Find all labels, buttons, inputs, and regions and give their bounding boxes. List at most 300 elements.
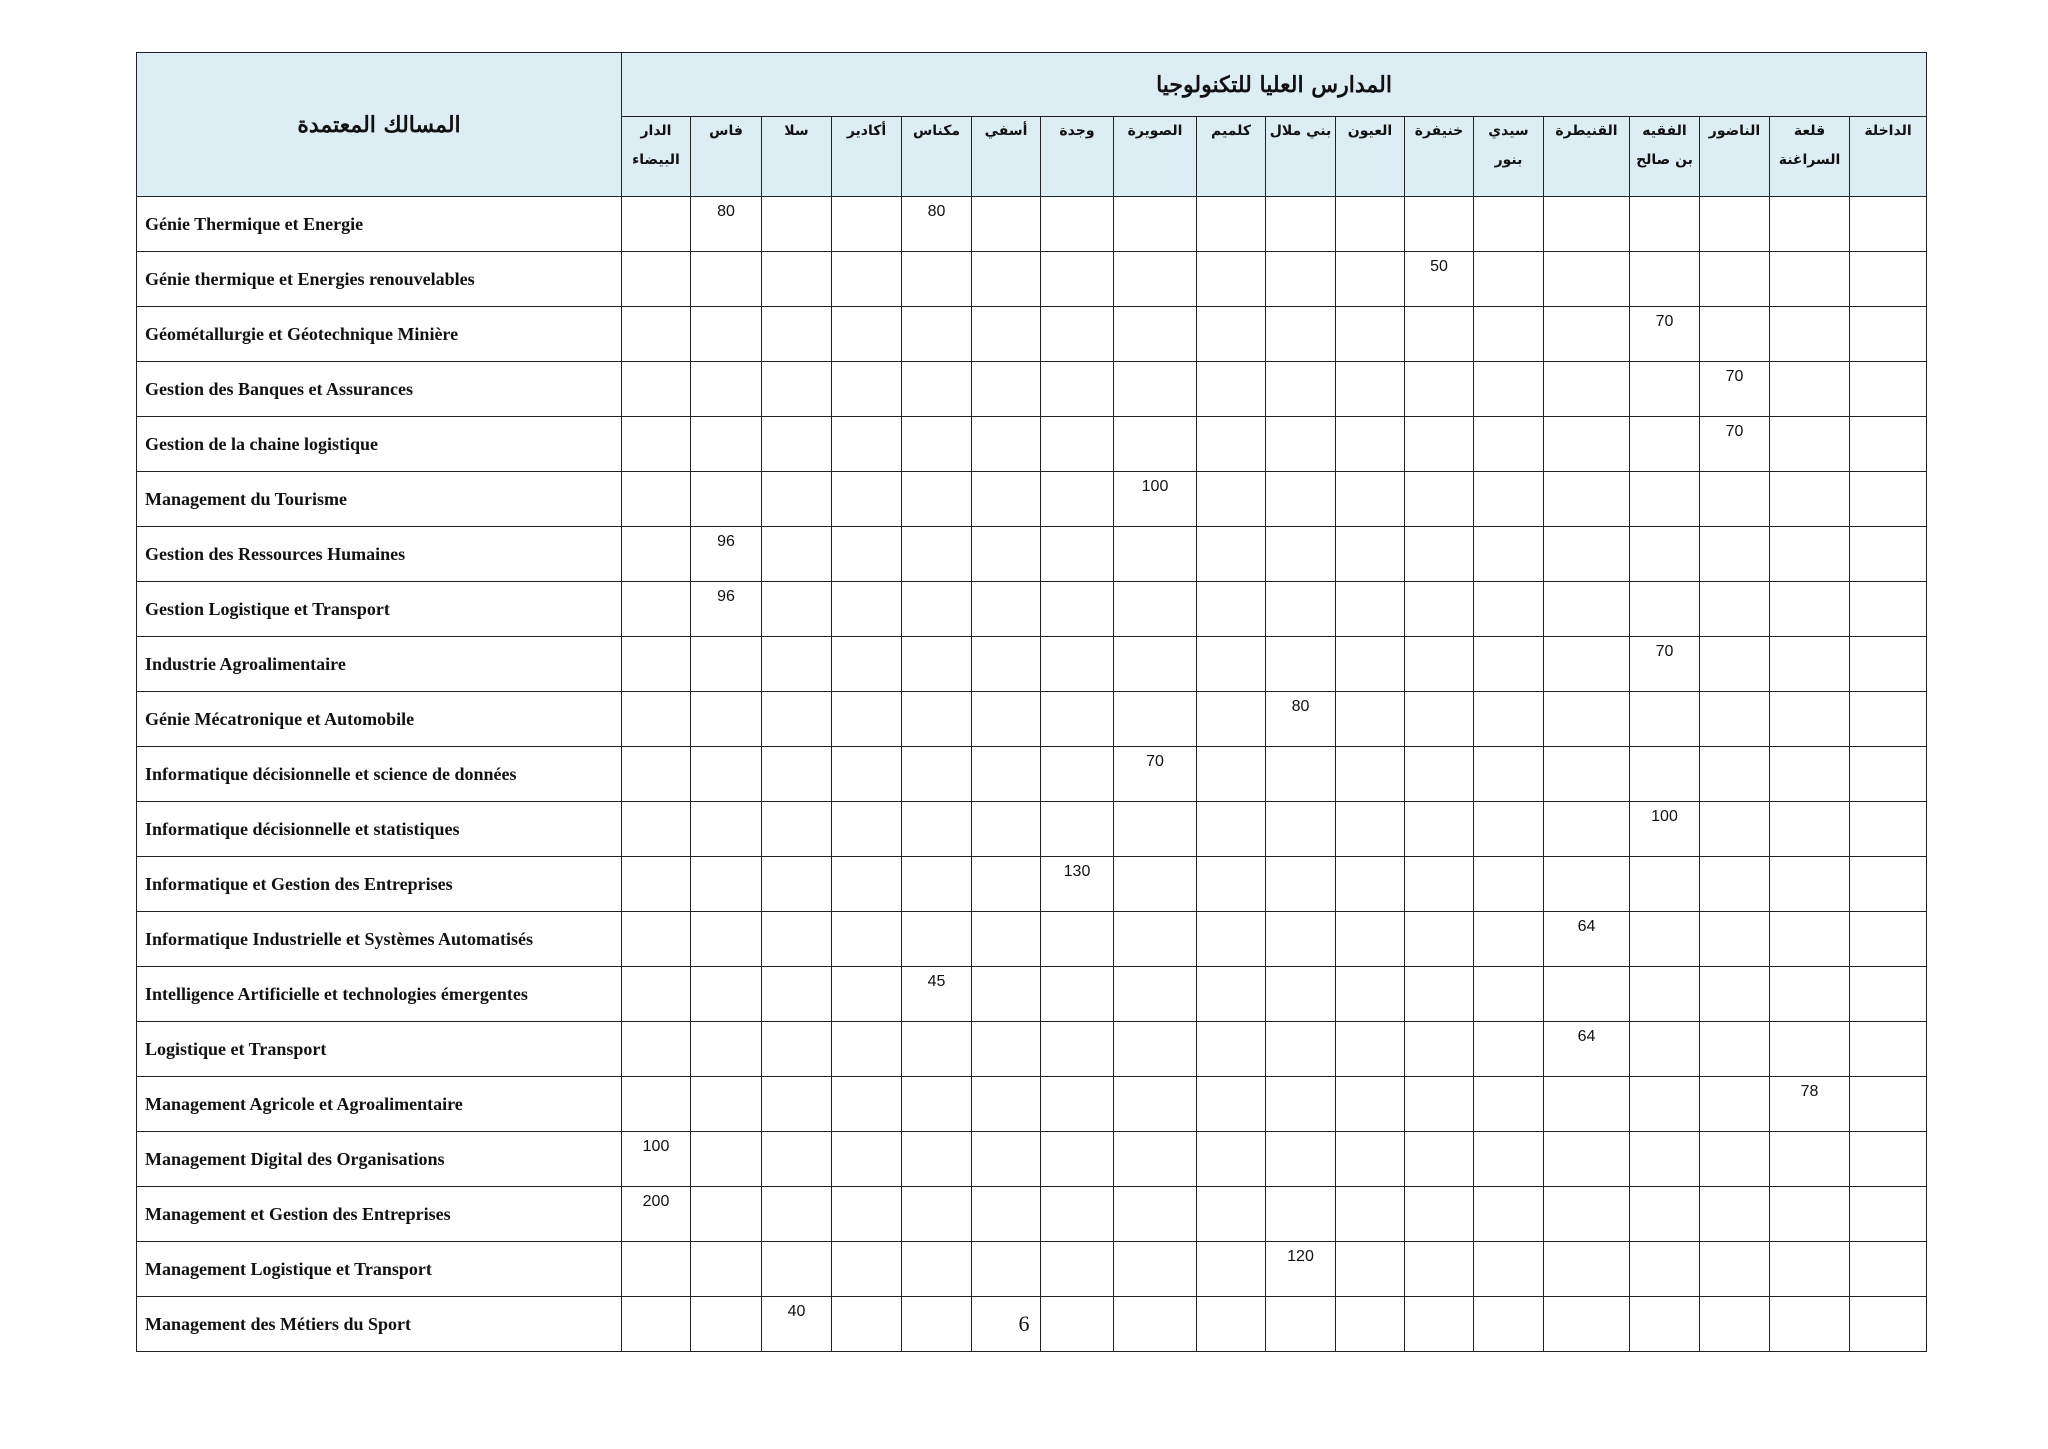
city-header — [972, 117, 1041, 197]
seat-count-cell — [832, 912, 902, 967]
seat-count-cell — [622, 802, 691, 857]
seat-count-cell — [1630, 527, 1700, 582]
city-header-line: سيدي — [1488, 123, 1529, 139]
track-name-cell: Management Agricole et Agroalimentaire — [137, 1077, 622, 1132]
seat-count-cell — [1850, 967, 1927, 1022]
city-header — [1630, 117, 1700, 197]
seat-count-cell — [1266, 362, 1336, 417]
quota-table — [136, 52, 1927, 1352]
seat-count-cell — [762, 802, 832, 857]
seat-count-cell — [902, 252, 972, 307]
seat-count-cell — [902, 307, 972, 362]
seat-count-cell — [1544, 307, 1630, 362]
track-name-cell: Management du Tourisme — [137, 472, 622, 527]
seat-count-cell — [1197, 307, 1266, 362]
seat-count-cell: 120 — [1266, 1242, 1336, 1297]
seat-count-cell — [1700, 472, 1770, 527]
track-name-cell: Management Logistique et Transport — [137, 1242, 622, 1297]
seat-count-cell — [1336, 417, 1405, 472]
city-header — [902, 117, 972, 197]
seat-count-cell — [762, 1242, 832, 1297]
seat-count-cell — [691, 417, 762, 472]
seat-count-cell: 70 — [1630, 307, 1700, 362]
seat-count-cell: 200 — [622, 1187, 691, 1242]
city-header — [1336, 117, 1405, 197]
city-header-line: قلعة — [1793, 123, 1826, 139]
seat-count-cell — [1197, 197, 1266, 252]
seat-count-cell — [1544, 417, 1630, 472]
seat-count-cell — [622, 692, 691, 747]
seat-count-cell — [1041, 527, 1114, 582]
seat-count-cell — [972, 1132, 1041, 1187]
seat-count-cell: 80 — [902, 197, 972, 252]
seat-count-cell — [902, 637, 972, 692]
seat-count-cell — [1850, 197, 1927, 252]
seat-count-cell — [1850, 692, 1927, 747]
seat-count-cell — [622, 582, 691, 637]
seat-count-cell — [1336, 1077, 1405, 1132]
seat-count-cell — [1770, 802, 1850, 857]
seat-count-cell — [902, 857, 972, 912]
seat-count-cell — [1405, 912, 1474, 967]
seat-count-cell — [1266, 252, 1336, 307]
city-header — [832, 117, 902, 197]
table-row — [137, 1022, 1927, 1077]
seat-count-cell — [902, 417, 972, 472]
seat-count-cell — [1850, 857, 1927, 912]
seat-count-cell — [972, 307, 1041, 362]
track-name-cell: Logistique et Transport — [137, 1022, 622, 1077]
seat-count-cell — [1474, 1132, 1544, 1187]
seat-count-cell — [1850, 912, 1927, 967]
seat-count-cell — [1630, 1132, 1700, 1187]
seat-count-cell — [762, 747, 832, 802]
seat-count-cell — [762, 1132, 832, 1187]
seat-count-cell — [1041, 417, 1114, 472]
seat-count-cell — [1114, 1187, 1197, 1242]
seat-count-cell — [832, 967, 902, 1022]
seat-count-cell — [1544, 1187, 1630, 1242]
table-row — [137, 527, 1927, 582]
city-header — [1770, 117, 1850, 197]
seat-count-cell: 64 — [1544, 912, 1630, 967]
seat-count-cell — [1266, 967, 1336, 1022]
seat-count-cell — [622, 967, 691, 1022]
seat-count-cell — [691, 692, 762, 747]
seat-count-cell: 78 — [1770, 1077, 1850, 1132]
seat-count-cell — [1405, 527, 1474, 582]
seat-count-cell — [622, 1242, 691, 1297]
seat-count-cell — [1405, 802, 1474, 857]
seat-count-cell — [622, 197, 691, 252]
seat-count-cell — [1336, 1022, 1405, 1077]
seat-count-cell — [1770, 747, 1850, 802]
seat-count-cell — [1336, 967, 1405, 1022]
seat-count-cell — [972, 692, 1041, 747]
seat-count-cell — [1474, 747, 1544, 802]
track-name-cell: Gestion des Banques et Assurances — [137, 362, 622, 417]
seat-count-cell — [902, 472, 972, 527]
seat-count-cell — [832, 1077, 902, 1132]
seat-count-cell — [1405, 1077, 1474, 1132]
city-header — [622, 117, 691, 197]
seat-count-cell — [762, 527, 832, 582]
seat-count-cell — [622, 307, 691, 362]
seat-count-cell: 100 — [1630, 802, 1700, 857]
seat-count-cell — [762, 692, 832, 747]
city-header — [1474, 117, 1544, 197]
seat-count-cell: 96 — [691, 527, 762, 582]
seat-count-cell — [1850, 362, 1927, 417]
table-row — [137, 362, 1927, 417]
seat-count-cell — [1630, 362, 1700, 417]
seat-count-cell — [1114, 527, 1197, 582]
seat-count-cell — [902, 1022, 972, 1077]
seat-count-cell — [1197, 1022, 1266, 1077]
seat-count-cell — [762, 857, 832, 912]
seat-count-cell — [1266, 637, 1336, 692]
seat-count-cell — [1700, 692, 1770, 747]
seat-count-cell — [902, 582, 972, 637]
seat-count-cell — [1266, 857, 1336, 912]
table-row — [137, 472, 1927, 527]
seat-count-cell — [1336, 1242, 1405, 1297]
seat-count-cell — [1197, 1242, 1266, 1297]
seat-count-cell — [762, 582, 832, 637]
city-header-line: بني ملال — [1269, 123, 1332, 139]
seat-count-cell — [1630, 417, 1700, 472]
seat-count-cell — [762, 1022, 832, 1077]
seat-count-cell — [1770, 967, 1850, 1022]
seat-count-cell — [1630, 1242, 1700, 1297]
seat-count-cell — [622, 1077, 691, 1132]
seat-count-cell — [1770, 637, 1850, 692]
seat-count-cell — [1266, 1187, 1336, 1242]
seat-count-cell — [1266, 582, 1336, 637]
seat-count-cell — [1041, 637, 1114, 692]
seat-count-cell — [1336, 857, 1405, 912]
seat-count-cell — [762, 967, 832, 1022]
seat-count-cell — [1850, 802, 1927, 857]
city-header-line: الصويرة — [1127, 123, 1183, 139]
seat-count-cell — [1630, 967, 1700, 1022]
seat-count-cell — [622, 472, 691, 527]
seat-count-cell — [1041, 197, 1114, 252]
seat-count-cell — [1770, 582, 1850, 637]
seat-count-cell: 70 — [1630, 637, 1700, 692]
seat-count-cell — [691, 362, 762, 417]
seat-count-cell — [1700, 967, 1770, 1022]
seat-count-cell — [972, 1022, 1041, 1077]
seat-count-cell — [1700, 582, 1770, 637]
seat-count-cell — [622, 747, 691, 802]
seat-count-cell: 45 — [902, 967, 972, 1022]
seat-count-cell — [1197, 802, 1266, 857]
seat-count-cell — [1474, 912, 1544, 967]
seat-count-cell — [1474, 857, 1544, 912]
track-name-cell: Génie Thermique et Energie — [137, 197, 622, 252]
track-name-cell: Management des Métiers du Sport — [137, 1297, 622, 1352]
city-header-line: السراغنة — [1778, 152, 1841, 168]
seat-count-cell — [1544, 527, 1630, 582]
seat-count-cell — [691, 1077, 762, 1132]
seat-count-cell: 100 — [622, 1132, 691, 1187]
seat-count-cell — [1197, 582, 1266, 637]
city-header-line: فاس — [709, 123, 743, 139]
seat-count-cell — [832, 252, 902, 307]
seat-count-cell — [1770, 857, 1850, 912]
seat-count-cell — [1770, 912, 1850, 967]
seat-count-cell — [902, 1077, 972, 1132]
seat-count-cell — [1474, 1187, 1544, 1242]
city-header — [1405, 117, 1474, 197]
city-header-line: الداخلة — [1864, 123, 1912, 139]
page-number: 6 — [1018, 1311, 1030, 1336]
track-name-cell: Informatique et Gestion des Entreprises — [137, 857, 622, 912]
seat-count-cell: 50 — [1405, 252, 1474, 307]
seat-count-cell — [1474, 252, 1544, 307]
table-row — [137, 582, 1927, 637]
seat-count-cell — [1405, 1187, 1474, 1242]
seat-count-cell — [1405, 967, 1474, 1022]
seat-count-cell — [1850, 417, 1927, 472]
table-row — [137, 637, 1927, 692]
seat-count-cell — [1850, 1132, 1927, 1187]
seat-count-cell — [1544, 967, 1630, 1022]
seat-count-cell — [691, 1132, 762, 1187]
seat-count-cell: 130 — [1041, 857, 1114, 912]
seat-count-cell — [691, 967, 762, 1022]
seat-count-cell — [1266, 1132, 1336, 1187]
seat-count-cell — [832, 362, 902, 417]
seat-count-cell — [691, 1187, 762, 1242]
seat-count-cell — [1700, 1187, 1770, 1242]
seat-count-cell: 70 — [1700, 417, 1770, 472]
seat-count-cell — [1114, 1242, 1197, 1297]
track-name-cell: Gestion de la chaine logistique — [137, 417, 622, 472]
seat-count-cell — [1266, 197, 1336, 252]
seat-count-cell — [1630, 857, 1700, 912]
seat-count-cell — [1405, 307, 1474, 362]
seat-count-cell — [1700, 307, 1770, 362]
seat-count-cell — [1197, 747, 1266, 802]
seat-count-cell — [832, 1242, 902, 1297]
seat-count-cell — [832, 857, 902, 912]
track-name-cell: Management et Gestion des Entreprises — [137, 1187, 622, 1242]
seat-count-cell — [972, 912, 1041, 967]
table-row — [137, 967, 1927, 1022]
seat-count-cell — [972, 967, 1041, 1022]
seat-count-cell — [1770, 472, 1850, 527]
seat-count-cell — [1197, 1187, 1266, 1242]
seat-count-cell — [1405, 582, 1474, 637]
seat-count-cell — [622, 1022, 691, 1077]
seat-count-cell — [1041, 1242, 1114, 1297]
seat-count-cell — [1474, 527, 1544, 582]
seat-count-cell: 96 — [691, 582, 762, 637]
city-header — [691, 117, 762, 197]
seat-count-cell — [1630, 692, 1700, 747]
track-name-cell: Génie thermique et Energies renouvelables — [137, 252, 622, 307]
seat-count-cell — [1114, 802, 1197, 857]
seat-count-cell — [1405, 1242, 1474, 1297]
seat-count-cell — [1197, 417, 1266, 472]
seat-count-cell — [691, 1022, 762, 1077]
seat-count-cell — [1630, 1077, 1700, 1132]
seat-count-cell — [1770, 527, 1850, 582]
seat-count-cell — [1700, 912, 1770, 967]
seat-count-cell — [902, 527, 972, 582]
seat-count-cell — [762, 1077, 832, 1132]
seat-count-cell — [1850, 527, 1927, 582]
seat-count-cell — [1197, 472, 1266, 527]
seat-count-cell — [1770, 1187, 1850, 1242]
city-header-line: الدار — [640, 123, 672, 139]
seat-count-cell — [1197, 857, 1266, 912]
seat-count-cell — [1850, 582, 1927, 637]
seat-count-cell — [832, 747, 902, 802]
seat-count-cell — [832, 527, 902, 582]
table-row — [137, 197, 1927, 252]
seat-count-cell — [1336, 307, 1405, 362]
seat-count-cell — [1700, 1132, 1770, 1187]
seat-count-cell — [1114, 967, 1197, 1022]
seat-count-cell — [832, 472, 902, 527]
seat-count-cell — [832, 802, 902, 857]
seat-count-cell — [1041, 1187, 1114, 1242]
seat-count-cell — [622, 527, 691, 582]
seat-count-cell — [902, 692, 972, 747]
seat-count-cell — [1700, 252, 1770, 307]
seat-count-cell — [1041, 747, 1114, 802]
seat-count-cell — [691, 637, 762, 692]
seat-count-cell — [902, 747, 972, 802]
seat-count-cell — [1474, 307, 1544, 362]
seat-count-cell — [1850, 252, 1927, 307]
seat-count-cell — [1474, 967, 1544, 1022]
table-body — [137, 197, 1927, 1352]
seat-count-cell — [902, 1132, 972, 1187]
seat-count-cell — [1770, 1132, 1850, 1187]
seat-count-cell — [622, 912, 691, 967]
track-name-cell: Gestion des Ressources Humaines — [137, 527, 622, 582]
seat-count-cell — [1544, 1132, 1630, 1187]
seat-count-cell — [1114, 307, 1197, 362]
seat-count-cell — [1700, 747, 1770, 802]
seat-count-cell — [832, 1132, 902, 1187]
seat-count-cell — [972, 527, 1041, 582]
seat-count-cell — [1850, 747, 1927, 802]
table-row — [137, 1187, 1927, 1242]
seat-count-cell — [972, 802, 1041, 857]
seat-count-cell — [1197, 252, 1266, 307]
table-row — [137, 1242, 1927, 1297]
seat-count-cell — [972, 252, 1041, 307]
seat-count-cell — [691, 747, 762, 802]
city-header-line: أكادير — [846, 123, 887, 139]
seat-count-cell — [1336, 362, 1405, 417]
seat-count-cell — [1630, 912, 1700, 967]
track-name-cell: Gestion Logistique et Transport — [137, 582, 622, 637]
seat-count-cell — [1700, 197, 1770, 252]
city-header-line: سلا — [784, 123, 809, 139]
seat-count-cell — [1266, 802, 1336, 857]
schools-group-header: المدارس العليا للتكنولوجيا — [622, 53, 1927, 117]
seat-count-cell — [1336, 1132, 1405, 1187]
city-header — [1114, 117, 1197, 197]
seat-count-cell — [832, 1187, 902, 1242]
seat-count-cell — [1630, 472, 1700, 527]
city-header-line: كلميم — [1211, 123, 1251, 139]
seat-count-cell — [902, 1187, 972, 1242]
seat-count-cell — [1114, 637, 1197, 692]
seat-count-cell — [1114, 857, 1197, 912]
seat-count-cell — [1041, 362, 1114, 417]
track-name-cell: Intelligence Artificielle et technologies émergentes — [137, 967, 622, 1022]
seat-count-cell — [1630, 1022, 1700, 1077]
seat-count-cell — [1770, 307, 1850, 362]
city-header-line: العيون — [1347, 123, 1393, 139]
table-row — [137, 912, 1927, 967]
seat-count-cell — [1336, 527, 1405, 582]
tracks-column-header: المسالك المعتمدة — [137, 53, 622, 197]
seat-count-cell — [1544, 472, 1630, 527]
seat-count-cell — [1544, 362, 1630, 417]
seat-count-cell — [762, 307, 832, 362]
seat-count-cell — [1114, 1022, 1197, 1077]
seat-count-cell — [1850, 1077, 1927, 1132]
seat-count-cell — [1850, 472, 1927, 527]
seat-count-cell — [1544, 582, 1630, 637]
seat-count-cell — [1197, 362, 1266, 417]
seat-count-cell: 64 — [1544, 1022, 1630, 1077]
seat-count-cell — [1405, 1132, 1474, 1187]
seat-count-cell — [1336, 692, 1405, 747]
seat-count-cell — [1405, 417, 1474, 472]
table-row — [137, 692, 1927, 747]
seat-count-cell — [1474, 692, 1544, 747]
seat-count-cell — [1770, 362, 1850, 417]
seat-count-cell — [1336, 582, 1405, 637]
seat-count-cell — [1770, 692, 1850, 747]
seat-count-cell — [972, 197, 1041, 252]
seat-count-cell — [1266, 747, 1336, 802]
track-name-cell: Géométallurgie et Géotechnique Minière — [137, 307, 622, 362]
seat-count-cell — [972, 747, 1041, 802]
seat-count-cell — [1114, 252, 1197, 307]
seat-count-cell — [1041, 1022, 1114, 1077]
seat-count-cell — [1336, 912, 1405, 967]
seat-count-cell — [972, 472, 1041, 527]
seat-count-cell — [902, 802, 972, 857]
city-header-line: الناضور — [1708, 123, 1761, 139]
table-row — [137, 747, 1927, 802]
seat-count-cell — [1850, 1022, 1927, 1077]
seat-count-cell — [1474, 197, 1544, 252]
seat-count-cell — [691, 1242, 762, 1297]
seat-count-cell — [1041, 912, 1114, 967]
seat-count-cell — [1850, 1187, 1927, 1242]
table-row — [137, 1132, 1927, 1187]
seat-count-cell — [1266, 912, 1336, 967]
city-header-line: الفقيه — [1642, 123, 1687, 139]
seat-count-cell: 80 — [1266, 692, 1336, 747]
city-header-line: بن صالح — [1636, 152, 1693, 168]
seat-count-cell — [832, 582, 902, 637]
seat-count-cell — [622, 252, 691, 307]
seat-count-cell — [1336, 637, 1405, 692]
seat-count-cell — [1197, 637, 1266, 692]
